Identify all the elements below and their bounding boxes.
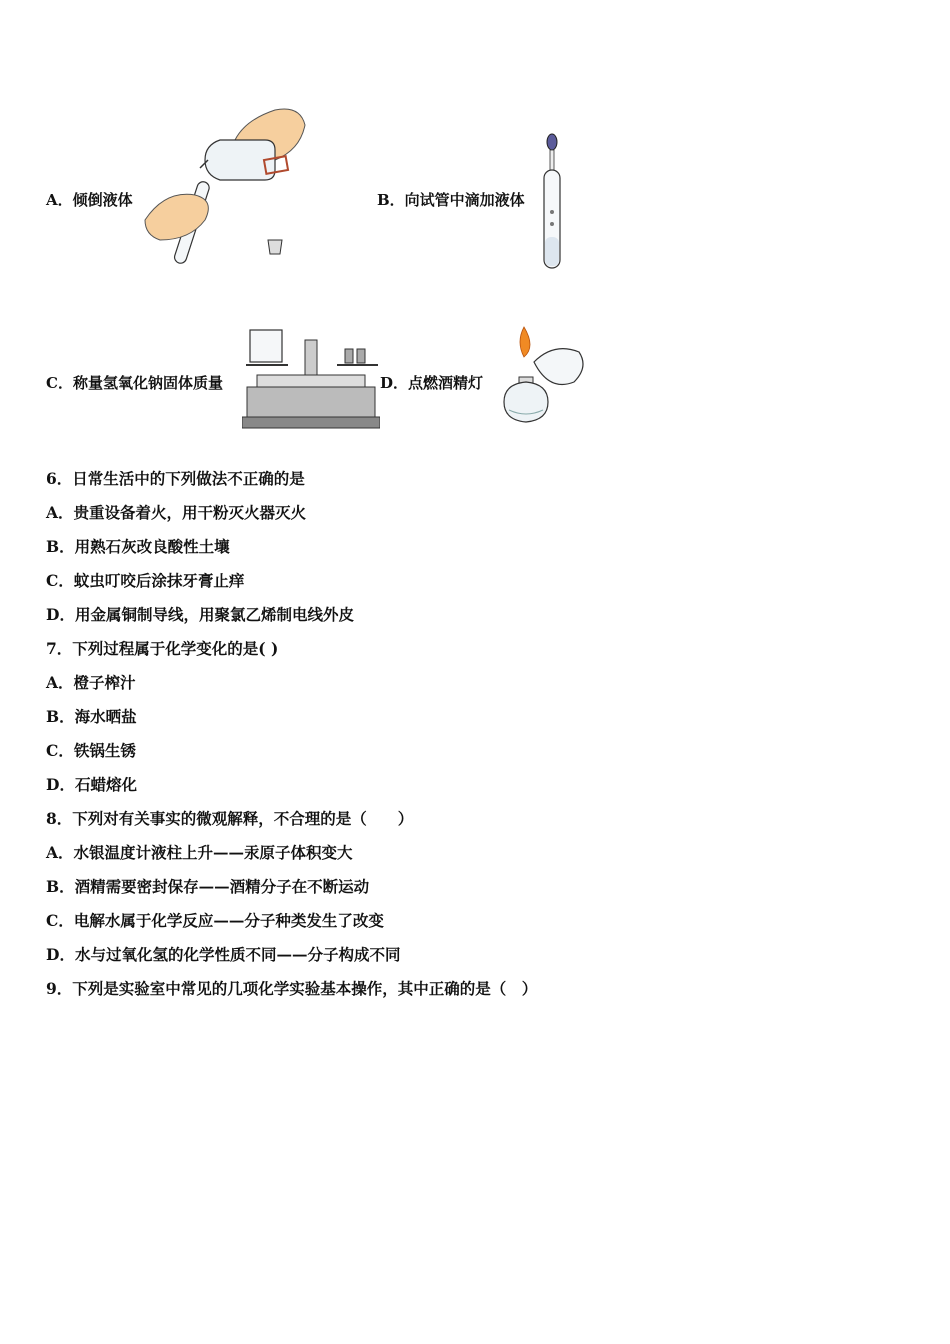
option-a-label: A．倾倒液体 xyxy=(46,191,133,209)
q7-option-a: A．橙子榨汁 xyxy=(46,673,136,692)
q7-option-d: D．石蜡熔化 xyxy=(46,775,137,794)
q8-option-a: A．水银温度计液柱上升——汞原子体积变大 xyxy=(46,843,353,862)
q7-option-b: B．海水晒盐 xyxy=(46,707,137,726)
balance-scale-illustration xyxy=(242,325,380,430)
option-c-label: C．称量氢氧化钠固体质量 xyxy=(46,374,223,392)
q6-option-c: C．蚊虫叮咬后涂抹牙膏止痒 xyxy=(46,571,245,590)
q7-option-c: C．铁锅生锈 xyxy=(46,741,136,760)
dropper-test-tube-illustration xyxy=(538,132,566,272)
q8-option-b: B．酒精需要密封保存——酒精分子在不断运动 xyxy=(46,877,370,896)
option-d-label: D．点燃酒精灯 xyxy=(380,374,484,392)
q8-option-c: C．电解水属于化学反应——分子种类发生了改变 xyxy=(46,911,384,930)
pouring-liquid-illustration xyxy=(140,100,310,270)
q6-option-b: B．用熟石灰改良酸性土壤 xyxy=(46,537,230,556)
q8-option-d: D．水与过氧化氢的化学性质不同——分子构成不同 xyxy=(46,945,401,964)
q6-option-d: D．用金属铜制导线，用聚氯乙烯制电线外皮 xyxy=(46,605,354,624)
question-8-stem: 8．下列对有关事实的微观解释，不合理的是（ ） xyxy=(46,809,414,828)
question-7-stem: 7．下列过程属于化学变化的是( ) xyxy=(46,639,279,658)
q6-option-a: A．贵重设备着火，用干粉灭火器灭火 xyxy=(46,503,307,522)
option-b-label: B．向试管中滴加液体 xyxy=(377,191,525,209)
question-9-stem: 9．下列是实验室中常见的几项化学实验基本操作，其中正确的是（ ） xyxy=(46,979,538,998)
alcohol-lamp-illustration xyxy=(494,322,588,430)
question-6-stem: 6．日常生活中的下列做法不正确的是 xyxy=(46,469,305,488)
